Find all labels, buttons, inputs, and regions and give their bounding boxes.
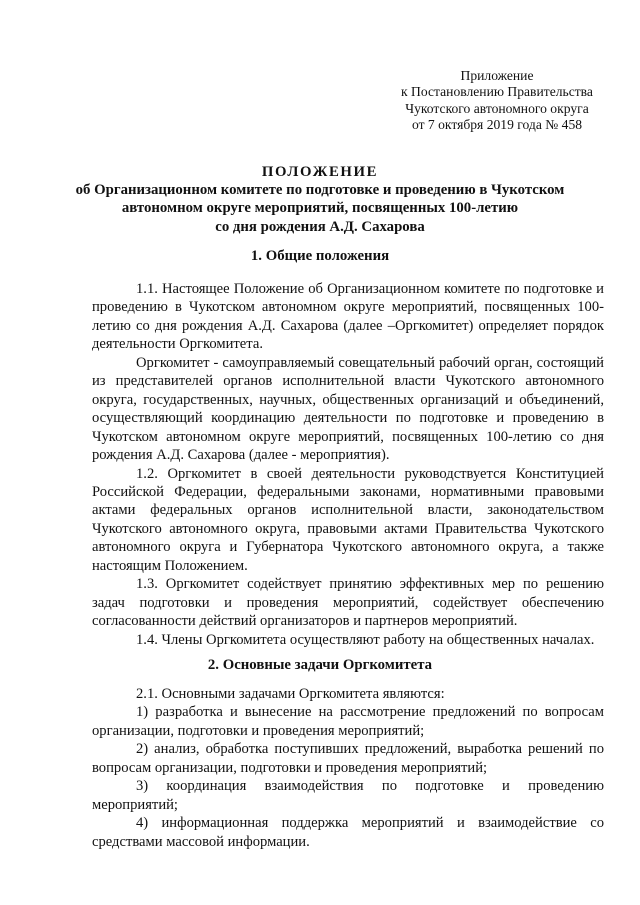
title-line: об Организационном комитете по подготовке и проведению в Чукотском — [75, 182, 565, 199]
appendix-note — [392, 68, 602, 134]
appendix-line: от 7 октября 2019 года № 458 — [411, 117, 583, 133]
list-item: 3) координация взаимодействия по подготовке и проведению мероприятий; — [92, 778, 604, 813]
paragraph: 2.1. Основными задачами Оргкомитета являются: — [136, 686, 445, 702]
paragraph: 1.4. Члены Оргкомитета осуществляют работу на общественных началах. — [136, 631, 595, 648]
title-line: автономном округе мероприятий, посвященных 100-летию — [121, 200, 519, 217]
list-item: 1) разработка и вынесение на рассмотрение предложений по вопросам организации, подготовки и проведения мероприятий; — [92, 704, 604, 739]
list-item: 4) информационная поддержка мероприятий и взаимодействие со средствами массовой информации. — [92, 815, 604, 850]
paragraph: 1.1. Настоящее Положение об Организационном комитете по подготовке и проведению в Чукотском автономном округе мероприятий, посвященных 100-летию со дня рождения А.Д. Сахарова (далее –Оргкомитет) определяет порядок деятельности Оргкомитета. — [92, 281, 604, 353]
section-body-tasks — [92, 685, 604, 851]
appendix-line: Чукотского автономного округа — [405, 100, 589, 116]
title-main: ПОЛОЖЕНИЕ — [261, 164, 379, 180]
appendix-line: к Постановлению Правительства — [401, 84, 593, 100]
list-item: 2) анализ, обработка поступивших предложений, выработка решений по вопросам организации, подготовки и проведения мероприятий; — [92, 741, 604, 776]
section-body-general — [92, 280, 604, 649]
section-heading-general: 1. Общие положения — [250, 248, 390, 264]
paragraph: 1.2. Оргкомитет в своей деятельности руководствуется Конституцией Российской Федерации, федеральными законами, нормативными правовыми актами федеральных органов исполнительной власти, законодательством Чукотского автономного округа, правовыми актами Правительства Чукотского автономного округа и Губернатора Чукотского автономного округа, а также настоящим Положением. — [92, 465, 604, 574]
title-line: со дня рождения А.Д. Сахарова — [215, 218, 425, 235]
document-title — [60, 163, 580, 236]
appendix-line: Приложение — [460, 68, 534, 83]
section-heading-tasks: 2. Основные задачи Оргкомитета — [207, 657, 433, 673]
paragraph: Оргкомитет - самоуправляемый совещательный рабочий орган, состоящий из представителей органов исполнительной власти Чукотского автономного округа, государственных, научных, общественных организаций и объединений, осуществляющий координацию деятельности по подготовке и проведению в Чукотском автономном округе мероприятий, посвященных 100-летию со дня рождения А.Д. Сахарова (далее - мероприятия). — [92, 354, 604, 464]
paragraph: 1.3. Оргкомитет содействует принятию эффективных мер по решению задач подготовки и проведения мероприятий, содействует обеспечению согласованности действий организаторов и партнеров мероприятий. — [92, 576, 604, 630]
